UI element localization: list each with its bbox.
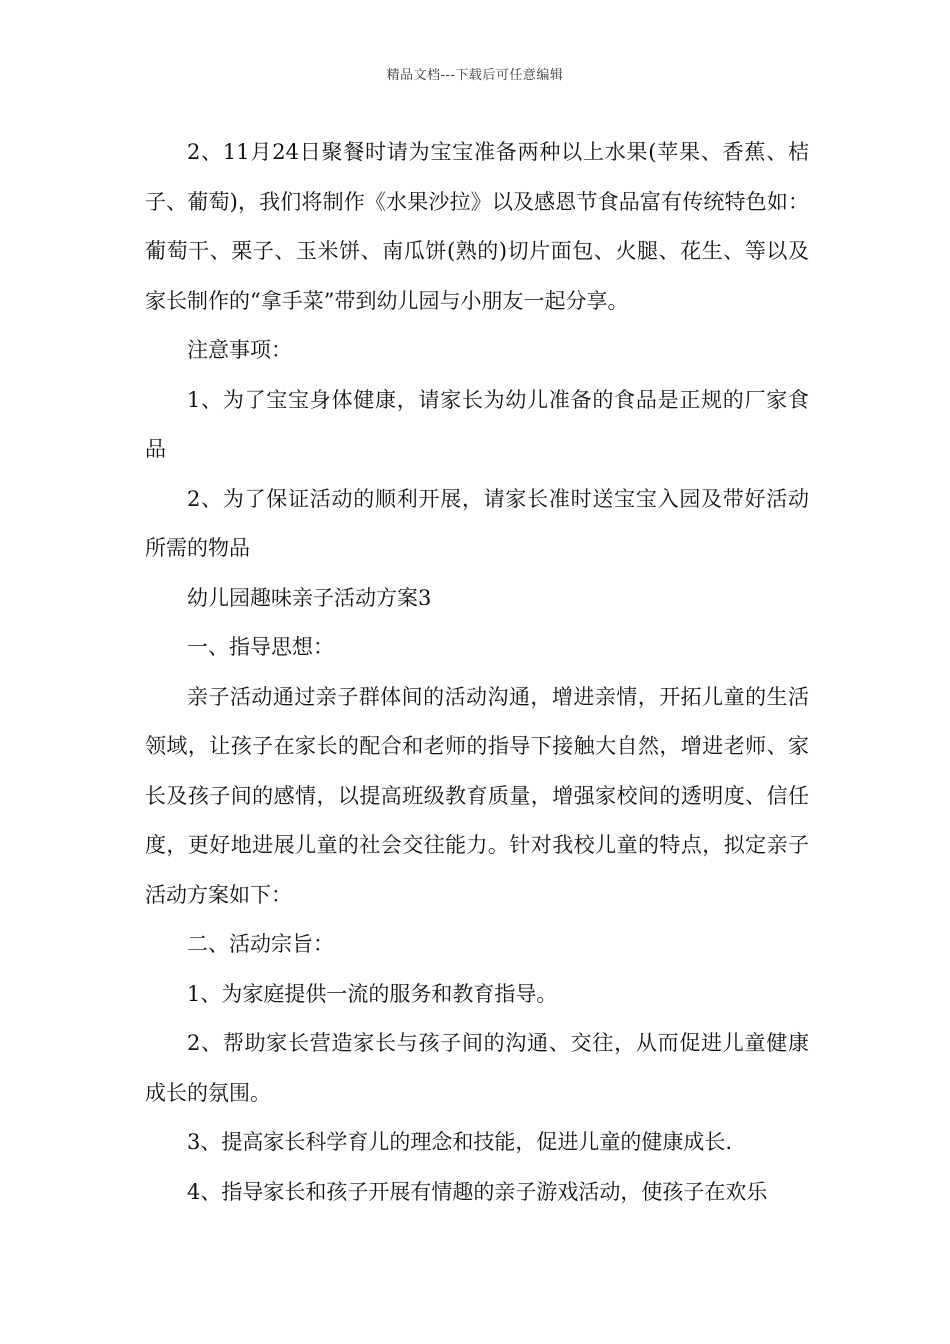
section-title-plan-3: 幼儿园趣味亲子活动方案3 <box>187 585 432 610</box>
page-header: 精品文档---下载后可任意编辑 <box>386 68 564 83</box>
paragraph-purpose-3: 3、提高家长科学育儿的理念和技能，促进儿童的健康成长. <box>187 1130 733 1154</box>
paragraph-purpose-2: 2、帮助家长营造家长与孩子间的沟通、交往，从而促进儿童健康成长的氛围。 <box>145 1031 809 1105</box>
paragraph-guiding-thought: 亲子活动通过亲子群体间的活动沟通，增进亲情，开拓儿童的生活领域，让孩子在家长的配合和老师的指导下接触大自然，增进老师、家长及孩子间的感情，以提高班级教育质量，增强家校间的透明度、信任度，更好地进展儿童的社会交往能力。针对我校儿童的特点，拟定亲子活动方案如下： <box>145 684 809 907</box>
paragraph-purpose-4: 4、指导家长和孩子开展有情趣的亲子游戏活动，使孩子在欢乐 <box>187 1179 768 1204</box>
paragraph-fruit-prep: 2、11月24日聚餐时请为宝宝准备两种以上水果(苹果、香蕉、桔子、葡萄)，我们将制作《水果沙拉》以及感恩节食品富有传统特色如：葡萄干、栗子、玉米饼、南瓜饼(熟的)切片面包、火腿、花生、等以及家长制作的“拿手菜”带到幼儿园与小朋友一起分享。 <box>145 140 809 313</box>
paragraph-purpose-1: 1、为家庭提供一流的服务和教育指导。 <box>187 981 558 1006</box>
heading-notes: 注意事项： <box>187 338 292 362</box>
heading-activity-purpose: 二、活动宗旨： <box>187 932 334 956</box>
paragraph-note-arrival: 2、为了保证活动的顺利开展，请家长准时送宝宝入园及带好活动所需的物品 <box>145 486 809 560</box>
paragraph-note-food: 1、为了宝宝身体健康，请家长为幼儿准备的食品是正规的厂家食品 <box>145 387 809 461</box>
heading-guiding-thought: 一、指导思想： <box>187 635 334 659</box>
document-body <box>145 128 809 1217</box>
